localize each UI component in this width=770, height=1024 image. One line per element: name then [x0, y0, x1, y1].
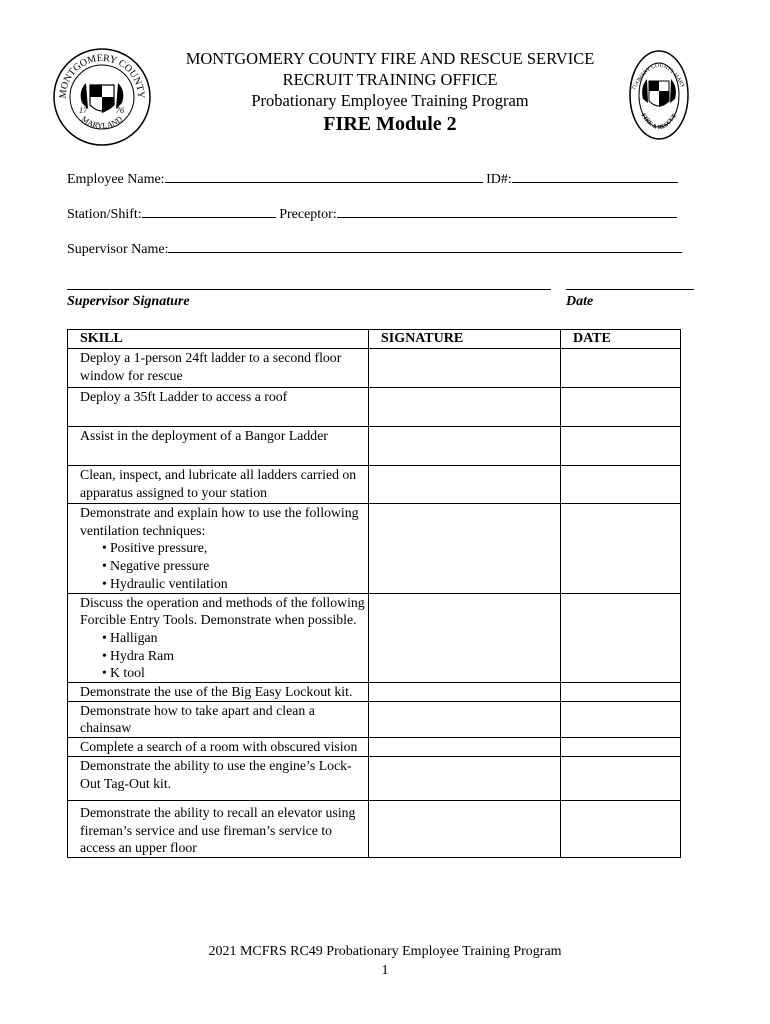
signature-cell[interactable]	[369, 593, 561, 683]
date-cell[interactable]	[561, 756, 681, 800]
date-cell[interactable]	[561, 593, 681, 683]
station-row	[67, 205, 677, 223]
page-number: 1	[381, 963, 389, 978]
skill-cell	[68, 504, 369, 594]
table-header-row	[68, 330, 681, 349]
table-row	[68, 427, 681, 466]
date-cell[interactable]	[561, 427, 681, 466]
office-name: RECRUIT TRAINING OFFICE	[282, 70, 498, 89]
skill-text: Demonstrate the ability to recall an elevator using fireman’s service and use fireman’s service to access an upper floor	[68, 800, 369, 857]
skill-text: Assist in the deployment of a Bangor Ladder	[68, 427, 369, 466]
header-date: DATE	[561, 330, 681, 349]
skill-text: Demonstrate and explain how to use the following ventilation techniques:	[80, 505, 359, 538]
supervisor-signature-line[interactable]	[67, 289, 551, 290]
station-shift-label: Station/Shift:	[67, 207, 142, 222]
signature-cell[interactable]	[369, 427, 561, 466]
bullet-list	[80, 539, 365, 592]
header-signature: SIGNATURE	[369, 330, 561, 349]
table-row	[68, 800, 681, 857]
id-field[interactable]	[512, 170, 678, 183]
svg-text:76: 76	[116, 106, 124, 115]
signature-cell[interactable]	[369, 683, 561, 702]
table-row	[68, 504, 681, 594]
signature-cell[interactable]	[369, 388, 561, 427]
org-name: MONTGOMERY COUNTY FIRE AND RESCUE SERVICE	[185, 49, 595, 68]
page-title: FIRE Module 2	[323, 113, 457, 135]
supervisor-signature-caption: Supervisor Signature	[67, 294, 190, 309]
list-item: • Negative pressure	[80, 557, 365, 575]
table-row	[68, 738, 681, 757]
skill-text: Deploy a 35ft Ladder to access a roof	[68, 388, 369, 427]
program-name: Probationary Employee Training Program	[251, 91, 529, 110]
skill-text: Deploy a 1-person 24ft ladder to a second floor window for rescue	[68, 349, 369, 388]
fire-rescue-seal-logo	[628, 49, 690, 141]
table-row	[68, 349, 681, 388]
table-row	[68, 701, 681, 737]
document-header	[170, 48, 610, 135]
page-footer	[0, 942, 770, 980]
bullet-list	[80, 629, 365, 682]
station-shift-field[interactable]	[142, 205, 276, 218]
date-cell[interactable]	[561, 738, 681, 757]
skill-text: Demonstrate how to take apart and clean a chainsaw	[68, 701, 369, 737]
skills-table	[67, 329, 681, 858]
svg-text:MONTGOMERY COUNTY: MONTGOMERY COUNTY	[57, 52, 147, 99]
skill-cell	[68, 593, 369, 683]
signature-cell[interactable]	[369, 349, 561, 388]
signature-cell[interactable]	[369, 800, 561, 857]
employee-name-field[interactable]	[165, 170, 483, 183]
employee-name-label: Employee Name:	[67, 172, 165, 187]
skill-text: Clean, inspect, and lubricate all ladders carried on apparatus assigned to your station	[68, 466, 369, 504]
table-row	[68, 388, 681, 427]
signature-cell[interactable]	[369, 504, 561, 594]
table-row	[68, 756, 681, 800]
date-cell[interactable]	[561, 466, 681, 504]
list-item: • Positive pressure,	[80, 539, 365, 557]
table-row	[68, 593, 681, 683]
date-cell[interactable]	[561, 701, 681, 737]
svg-text:MONTGOMERY COUNTY MARYLAND: TGOMERY COUNTY MARY	[630, 62, 686, 92]
svg-text:FIRE & RESCUE: FIRE & RESCUE	[639, 112, 679, 132]
date-caption: Date	[566, 294, 594, 309]
supervisor-name-field[interactable]	[168, 240, 682, 253]
list-item: • Hydra Ram	[80, 647, 365, 665]
date-line[interactable]	[566, 289, 694, 290]
footer-text: 2021 MCFRS RC49 Probationary Employee Training Program	[208, 944, 562, 959]
date-cell[interactable]	[561, 683, 681, 702]
list-item: • Halligan	[80, 629, 365, 647]
list-item: • K tool	[80, 664, 365, 682]
employee-row	[67, 170, 678, 188]
skill-text: Demonstrate the ability to use the engine’s Lock-Out Tag-Out kit.	[68, 756, 369, 800]
skill-text: Discuss the operation and methods of the following Forcible Entry Tools. Demonstrate when possible.	[80, 594, 365, 628]
skill-text: Demonstrate the use of the Big Easy Lockout kit.	[68, 683, 369, 702]
supervisor-name-label: Supervisor Name:	[67, 242, 169, 257]
preceptor-label: Preceptor:	[279, 207, 337, 222]
preceptor-field[interactable]	[337, 205, 677, 218]
signature-cell[interactable]	[369, 701, 561, 737]
svg-text:MARYLAND: MARYLAND	[79, 114, 125, 131]
county-seal-logo	[52, 47, 152, 147]
svg-text:17: 17	[79, 106, 87, 115]
header-skill: SKILL	[68, 330, 369, 349]
list-item: • Hydraulic ventilation	[80, 575, 365, 593]
skill-text: Complete a search of a room with obscured vision	[68, 738, 369, 757]
signature-cell[interactable]	[369, 756, 561, 800]
id-label: ID#:	[486, 172, 512, 187]
signature-cell[interactable]	[369, 466, 561, 504]
table-row	[68, 683, 681, 702]
date-cell[interactable]	[561, 504, 681, 594]
supervisor-row	[67, 240, 682, 258]
table-row	[68, 466, 681, 504]
signature-cell[interactable]	[369, 738, 561, 757]
date-cell[interactable]	[561, 388, 681, 427]
date-cell[interactable]	[561, 349, 681, 388]
date-cell[interactable]	[561, 800, 681, 857]
